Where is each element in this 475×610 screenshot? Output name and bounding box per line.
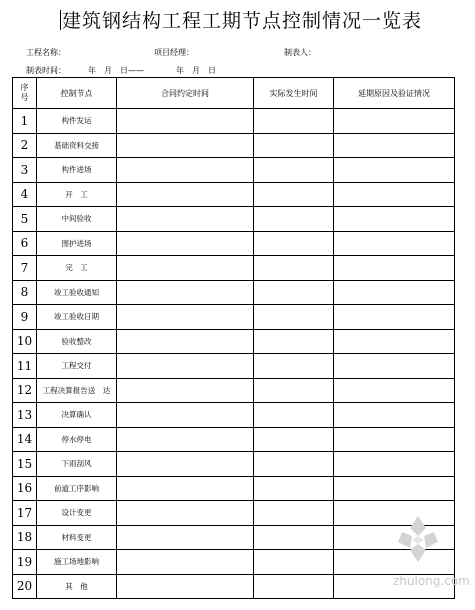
row-actual-time-cell[interactable]: [254, 525, 334, 550]
row-actual-time-cell[interactable]: [254, 501, 334, 526]
row-number: 12: [13, 378, 37, 403]
table-header-row: [13, 78, 455, 109]
table-row: [13, 305, 455, 330]
table-row: [13, 133, 455, 158]
row-control-node: 完 工: [37, 256, 117, 281]
row-contract-time-cell[interactable]: [117, 280, 254, 305]
row-delay-reason-cell[interactable]: [334, 476, 455, 501]
row-actual-time-cell[interactable]: [254, 574, 334, 599]
row-contract-time-cell[interactable]: [117, 231, 254, 256]
watermark-logo-icon: [388, 510, 448, 570]
row-number: 2: [13, 133, 37, 158]
row-number: 8: [13, 280, 37, 305]
row-delay-reason-cell[interactable]: [334, 207, 455, 232]
table-row: [13, 476, 455, 501]
row-number: 17: [13, 501, 37, 526]
row-actual-time-cell[interactable]: [254, 305, 334, 330]
row-actual-time-cell[interactable]: [254, 133, 334, 158]
row-control-node: 竣工验收日期: [37, 305, 117, 330]
row-control-node: 材料变更: [37, 525, 117, 550]
table-row: [13, 256, 455, 281]
row-delay-reason-cell[interactable]: [334, 133, 455, 158]
table-row: [13, 207, 455, 232]
row-number: 20: [13, 574, 37, 599]
row-delay-reason-cell[interactable]: [334, 354, 455, 379]
row-control-node: 开 工: [37, 182, 117, 207]
header-contract-time: 合同约定时间: [117, 78, 254, 109]
row-contract-time-cell[interactable]: [117, 182, 254, 207]
row-actual-time-cell[interactable]: [254, 231, 334, 256]
table-row: [13, 158, 455, 183]
project-name-label: 工程名称：: [26, 48, 66, 57]
document-title-text: 建筑钢结构工程工期节点控制情况一览表: [62, 10, 423, 32]
row-control-node: 中间验收: [37, 207, 117, 232]
row-contract-time-cell[interactable]: [117, 305, 254, 330]
row-control-node: 设计变更: [37, 501, 117, 526]
row-actual-time-cell[interactable]: [254, 280, 334, 305]
row-delay-reason-cell[interactable]: [334, 378, 455, 403]
row-actual-time-cell[interactable]: [254, 207, 334, 232]
row-control-node: 围护进场: [37, 231, 117, 256]
project-manager-label: 项目经理：: [154, 48, 194, 57]
row-control-node: 其 他: [37, 574, 117, 599]
prepared-by-label: 制表人：: [284, 48, 316, 57]
row-contract-time-cell[interactable]: [117, 329, 254, 354]
row-contract-time-cell[interactable]: [117, 378, 254, 403]
row-contract-time-cell[interactable]: [117, 207, 254, 232]
row-number: 18: [13, 525, 37, 550]
row-delay-reason-cell[interactable]: [334, 231, 455, 256]
row-actual-time-cell[interactable]: [254, 182, 334, 207]
row-delay-reason-cell[interactable]: [334, 182, 455, 207]
row-delay-reason-cell[interactable]: [334, 329, 455, 354]
text-cursor: [60, 10, 61, 30]
table-row: [13, 182, 455, 207]
row-number: 19: [13, 550, 37, 575]
row-delay-reason-cell[interactable]: [334, 427, 455, 452]
row-number: 11: [13, 354, 37, 379]
row-number: 3: [13, 158, 37, 183]
table-row: [13, 574, 455, 599]
row-contract-time-cell[interactable]: [117, 403, 254, 428]
row-number: 9: [13, 305, 37, 330]
row-control-node: 构件发运: [37, 109, 117, 134]
row-contract-time-cell[interactable]: [117, 574, 254, 599]
row-actual-time-cell[interactable]: [254, 427, 334, 452]
row-control-node: 前道工序影响: [37, 476, 117, 501]
table-row: [13, 280, 455, 305]
row-delay-reason-cell[interactable]: [334, 280, 455, 305]
row-control-node: 工程决算报告送 达: [37, 378, 117, 403]
row-delay-reason-cell[interactable]: [334, 256, 455, 281]
table-row: [13, 109, 455, 134]
row-delay-reason-cell[interactable]: [334, 403, 455, 428]
table-row: [13, 403, 455, 428]
row-actual-time-cell[interactable]: [254, 378, 334, 403]
header-seq: [13, 78, 37, 109]
row-control-node: 下雨刮风: [37, 452, 117, 477]
row-delay-reason-cell[interactable]: [334, 452, 455, 477]
row-contract-time-cell[interactable]: [117, 133, 254, 158]
row-control-node: 基础资料交接: [37, 133, 117, 158]
table-row: [13, 378, 455, 403]
row-number: 15: [13, 452, 37, 477]
row-actual-time-cell[interactable]: [254, 403, 334, 428]
watermark-text: zhulong.com: [393, 574, 470, 588]
row-number: 13: [13, 403, 37, 428]
table-row: [13, 427, 455, 452]
header-node: 控制节点: [37, 78, 117, 109]
table-row: [13, 329, 455, 354]
table-row: [13, 452, 455, 477]
row-contract-time-cell[interactable]: [117, 256, 254, 281]
row-control-node: 工程交付: [37, 354, 117, 379]
row-number: 1: [13, 109, 37, 134]
table-row: [13, 231, 455, 256]
row-control-node: 施工场地影响: [37, 550, 117, 575]
row-control-node: 竣工验收通知: [37, 280, 117, 305]
row-contract-time-cell[interactable]: [117, 452, 254, 477]
row-contract-time-cell[interactable]: [117, 427, 254, 452]
row-number: 16: [13, 476, 37, 501]
row-number: 14: [13, 427, 37, 452]
row-actual-time-cell[interactable]: [254, 329, 334, 354]
row-contract-time-cell[interactable]: [117, 550, 254, 575]
row-actual-time-cell[interactable]: [254, 452, 334, 477]
date-from: 年 月 日——: [88, 66, 144, 75]
row-contract-time-cell[interactable]: [117, 501, 254, 526]
row-actual-time-cell[interactable]: [254, 109, 334, 134]
row-number: 10: [13, 329, 37, 354]
row-contract-time-cell[interactable]: [117, 158, 254, 183]
row-contract-time-cell[interactable]: [117, 354, 254, 379]
row-number: 7: [13, 256, 37, 281]
row-contract-time-cell[interactable]: [117, 525, 254, 550]
row-actual-time-cell[interactable]: [254, 476, 334, 501]
row-actual-time-cell[interactable]: [254, 354, 334, 379]
row-number: 4: [13, 182, 37, 207]
row-control-node: 构件进场: [37, 158, 117, 183]
row-number: 6: [13, 231, 37, 256]
row-contract-time-cell[interactable]: [117, 109, 254, 134]
row-actual-time-cell[interactable]: [254, 158, 334, 183]
row-control-node: 验收整改: [37, 329, 117, 354]
row-actual-time-cell[interactable]: [254, 550, 334, 575]
row-delay-reason-cell[interactable]: [334, 109, 455, 134]
row-actual-time-cell[interactable]: [254, 256, 334, 281]
row-contract-time-cell[interactable]: [117, 476, 254, 501]
row-number: 5: [13, 207, 37, 232]
document-title: [60, 6, 423, 33]
row-control-node: 决算确认: [37, 403, 117, 428]
header-actual-time: 实际发生时间: [254, 78, 334, 109]
header-seq-text: 序号: [20, 83, 29, 102]
row-control-node: 停水停电: [37, 427, 117, 452]
row-delay-reason-cell[interactable]: [334, 158, 455, 183]
header-delay-reason: 延期原因及验证情况: [334, 78, 455, 109]
table-row: [13, 354, 455, 379]
row-delay-reason-cell[interactable]: [334, 305, 455, 330]
prepared-time-label: 制表时间：: [26, 66, 66, 75]
date-to: 年 月 日: [176, 66, 216, 75]
